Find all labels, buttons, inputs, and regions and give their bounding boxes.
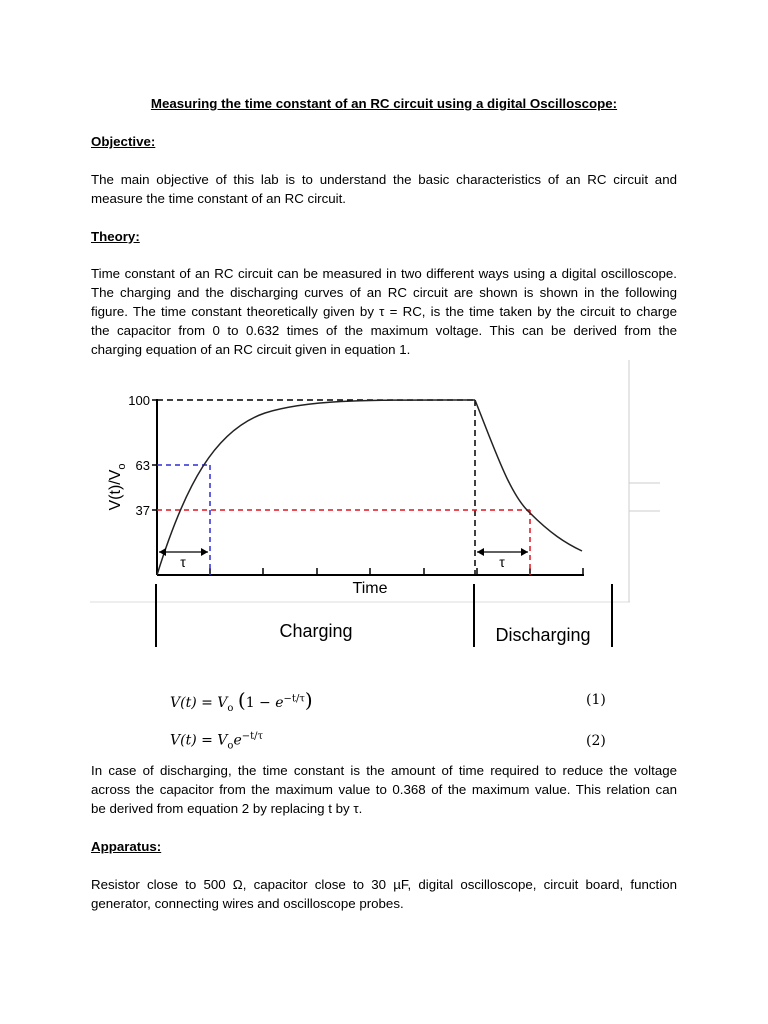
theory-line-5: charging equation of an RC circuit given in equation 1. (91, 342, 411, 357)
theory-line-3: figure. The time constant theoretically given by τ = RC, is the time taken by the circuit to charge (91, 304, 677, 319)
theory-line-4: the capacitor from 0 to 0.632 times of the maximum voltage. This can be derived from the (91, 323, 677, 338)
y-axis-label: $V(t)/V_o$ (107, 463, 128, 511)
rc-charging-discharging-figure (0, 355, 768, 655)
tau-label-right: τ (499, 554, 505, 570)
discharging-label: Discharging (495, 625, 591, 645)
objective-heading: Objective: (91, 134, 156, 149)
equation-2-number: (2) (586, 733, 606, 749)
discharge-line-3: be derived from equation 2 by replacing t by τ. (91, 801, 363, 816)
objective-line-2: measure the time constant of an RC circuit. (91, 191, 346, 206)
equation-1-number: (1) (586, 692, 606, 708)
y-tick-label-37: 37 (135, 503, 150, 518)
apparatus-line-1: Resistor close to 500 Ω, capacitor close to 30 µF, digital oscilloscope, circuit board, function (91, 877, 677, 892)
charging-curve (157, 400, 475, 575)
equation-2: $V(t) = V_oe^{-t/\tau}$ (170, 731, 264, 752)
theory-line-2: The charging and the discharging curves of an RC circuit are shown is shown in the following (91, 285, 677, 300)
y-tick-label-100: 100 (128, 393, 150, 408)
discharge-line-2: across the capacitor from the maximum value to 0.368 of the maximum value. This relation can (91, 782, 677, 797)
apparatus-heading: Apparatus: (91, 839, 162, 854)
apparatus-line-2: generator, connecting wires and oscilloscope probes. (91, 896, 404, 911)
y-tick-label-63: 63 (135, 458, 150, 473)
discharging-curve (475, 400, 582, 551)
discharge-line-1: In case of discharging, the time constant is the amount of time required to reduce the voltage (91, 763, 677, 778)
tau-label-left: τ (180, 554, 186, 570)
x-axis-label: Time (352, 580, 388, 597)
charging-label: Charging (279, 621, 353, 641)
document-title: Measuring the time constant of an RC circuit using a digital Oscilloscope: (150, 96, 618, 111)
equation-1: $V(t) = V_o$ $(1 - e^{-t/\tau})$ (170, 688, 313, 714)
x-ticks (210, 568, 583, 575)
theory-line-1: Time constant of an RC circuit can be measured in two different ways using a digital oscilloscope. (91, 266, 677, 281)
theory-heading: Theory: (91, 229, 140, 244)
objective-line-1: The main objective of this lab is to understand the basic characteristics of an RC circuit and (91, 172, 677, 187)
